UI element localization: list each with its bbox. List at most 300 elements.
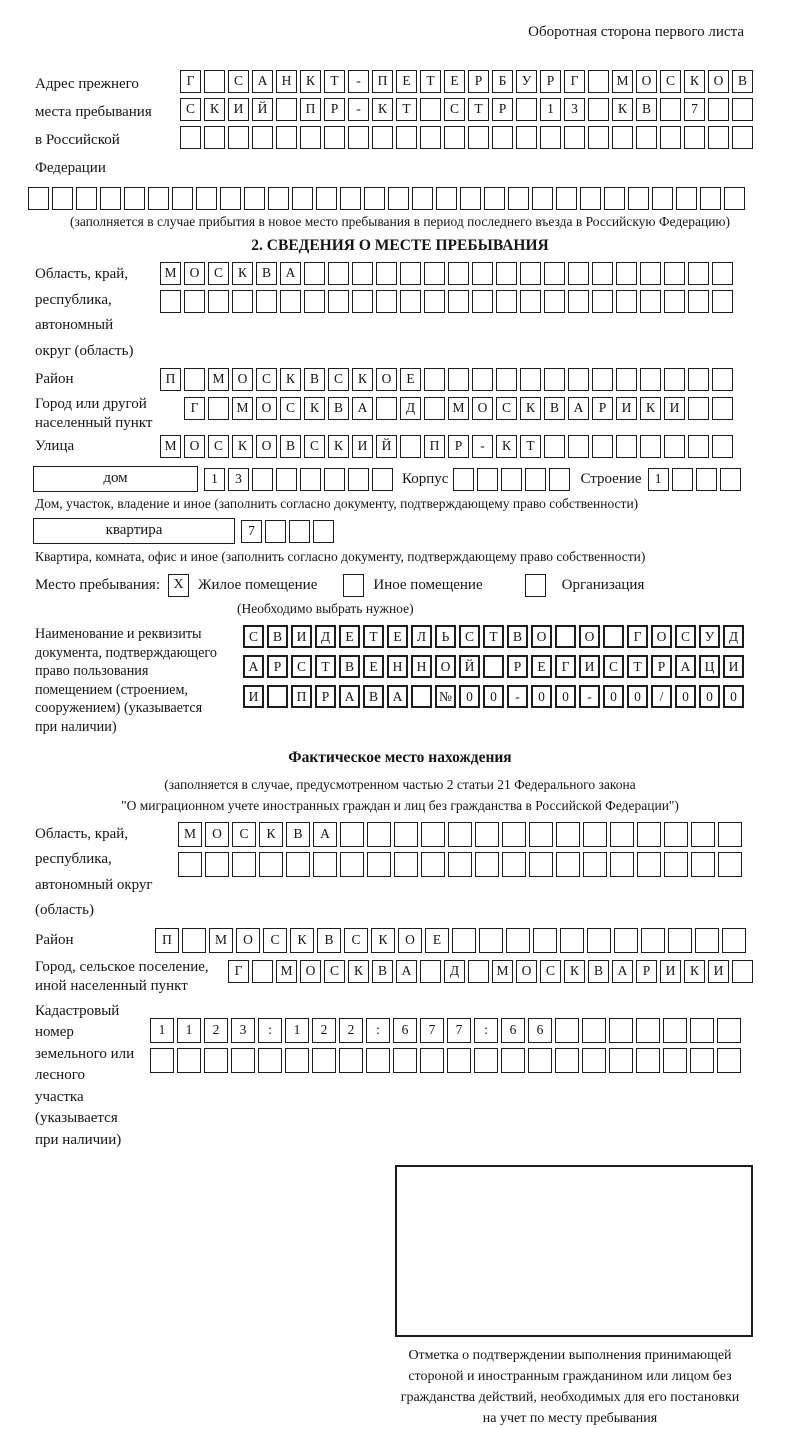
char-cell[interactable]: Т — [396, 98, 417, 121]
checkbox-inoe[interactable] — [343, 574, 364, 597]
char-cell[interactable]: С — [208, 262, 229, 285]
char-cell[interactable] — [640, 262, 661, 285]
char-cell[interactable]: А — [339, 685, 360, 708]
char-cell[interactable] — [492, 126, 513, 149]
char-cell[interactable]: И — [291, 625, 312, 648]
char-cell[interactable] — [640, 368, 661, 391]
char-cell[interactable] — [516, 126, 537, 149]
char-cell[interactable]: О — [636, 70, 657, 93]
char-cell[interactable] — [628, 187, 649, 210]
char-cell[interactable]: 0 — [555, 685, 576, 708]
char-cell[interactable]: В — [507, 625, 528, 648]
char-cell[interactable]: Г — [184, 397, 205, 420]
char-cell[interactable] — [732, 126, 753, 149]
char-cell[interactable] — [286, 852, 310, 877]
char-cell[interactable]: Т — [420, 70, 441, 93]
char-cell[interactable] — [520, 290, 541, 313]
char-cell[interactable] — [712, 262, 733, 285]
char-cell[interactable] — [664, 368, 685, 391]
char-cell[interactable] — [664, 852, 688, 877]
char-cell[interactable] — [180, 126, 201, 149]
char-cell[interactable] — [616, 435, 637, 458]
char-cell[interactable] — [352, 262, 373, 285]
char-cell[interactable] — [732, 960, 753, 983]
char-cell[interactable]: И — [243, 685, 264, 708]
char-cell[interactable]: : — [258, 1018, 282, 1043]
char-cell[interactable] — [100, 187, 121, 210]
char-cell[interactable]: С — [459, 625, 480, 648]
char-cell[interactable] — [640, 435, 661, 458]
char-cell[interactable] — [204, 70, 225, 93]
char-cell[interactable] — [208, 397, 229, 420]
char-cell[interactable] — [720, 468, 741, 491]
char-cell[interactable] — [690, 1018, 714, 1043]
char-cell[interactable]: К — [328, 435, 349, 458]
char-cell[interactable]: М — [208, 368, 229, 391]
char-cell[interactable]: 0 — [699, 685, 720, 708]
char-cell[interactable] — [328, 290, 349, 313]
char-cell[interactable]: О — [472, 397, 493, 420]
char-cell[interactable] — [717, 1018, 741, 1043]
char-cell[interactable]: Е — [400, 368, 421, 391]
char-cell[interactable]: О — [435, 655, 456, 678]
char-cell[interactable] — [468, 126, 489, 149]
char-cell[interactable]: В — [732, 70, 753, 93]
char-cell[interactable] — [421, 822, 445, 847]
char-cell[interactable]: Т — [627, 655, 648, 678]
char-cell[interactable] — [588, 70, 609, 93]
char-cell[interactable] — [182, 928, 206, 953]
char-cell[interactable] — [453, 468, 474, 491]
char-cell[interactable] — [256, 290, 277, 313]
char-cell[interactable] — [412, 187, 433, 210]
char-cell[interactable] — [688, 368, 709, 391]
char-cell[interactable] — [640, 290, 661, 313]
char-cell[interactable]: О — [300, 960, 321, 983]
char-cell[interactable] — [708, 98, 729, 121]
char-cell[interactable] — [609, 1018, 633, 1043]
char-cell[interactable]: С — [280, 397, 301, 420]
char-cell[interactable] — [276, 468, 297, 491]
char-cell[interactable] — [172, 187, 193, 210]
char-cell[interactable] — [641, 928, 665, 953]
char-cell[interactable]: О — [184, 262, 205, 285]
char-cell[interactable] — [690, 1048, 714, 1073]
char-cell[interactable] — [420, 960, 441, 983]
char-cell[interactable] — [549, 468, 570, 491]
char-cell[interactable] — [664, 435, 685, 458]
char-cell[interactable]: О — [516, 960, 537, 983]
char-cell[interactable]: Р — [636, 960, 657, 983]
char-cell[interactable]: И — [616, 397, 637, 420]
char-cell[interactable]: Й — [459, 655, 480, 678]
char-cell[interactable]: Е — [444, 70, 465, 93]
char-cell[interactable]: И — [579, 655, 600, 678]
char-cell[interactable] — [447, 1048, 471, 1073]
char-cell[interactable]: Е — [425, 928, 449, 953]
char-cell[interactable] — [313, 852, 337, 877]
char-cell[interactable]: К — [348, 960, 369, 983]
char-cell[interactable]: Е — [396, 70, 417, 93]
char-cell[interactable] — [724, 187, 745, 210]
char-cell[interactable]: 1 — [285, 1018, 309, 1043]
char-cell[interactable] — [252, 126, 273, 149]
char-cell[interactable] — [691, 852, 715, 877]
char-cell[interactable] — [652, 187, 673, 210]
char-cell[interactable]: П — [155, 928, 179, 953]
char-cell[interactable] — [258, 1048, 282, 1073]
char-cell[interactable] — [479, 928, 503, 953]
char-cell[interactable] — [424, 368, 445, 391]
char-cell[interactable] — [592, 368, 613, 391]
char-cell[interactable] — [184, 290, 205, 313]
kvartira-field-box[interactable]: квартира — [33, 518, 235, 544]
char-cell[interactable]: К — [352, 368, 373, 391]
char-cell[interactable] — [420, 1048, 444, 1073]
char-cell[interactable] — [516, 98, 537, 121]
char-cell[interactable] — [421, 852, 445, 877]
char-cell[interactable] — [228, 126, 249, 149]
char-cell[interactable] — [424, 262, 445, 285]
char-cell[interactable] — [304, 262, 325, 285]
char-cell[interactable]: К — [304, 397, 325, 420]
char-cell[interactable]: Р — [540, 70, 561, 93]
char-cell[interactable] — [691, 822, 715, 847]
char-cell[interactable] — [582, 1048, 606, 1073]
char-cell[interactable]: Г — [180, 70, 201, 93]
char-cell[interactable]: А — [280, 262, 301, 285]
char-cell[interactable]: Т — [315, 655, 336, 678]
char-cell[interactable] — [150, 1048, 174, 1073]
char-cell[interactable]: К — [564, 960, 585, 983]
char-cell[interactable] — [502, 822, 526, 847]
char-cell[interactable] — [372, 126, 393, 149]
char-cell[interactable] — [483, 655, 504, 678]
char-cell[interactable] — [340, 187, 361, 210]
char-cell[interactable] — [582, 1018, 606, 1043]
char-cell[interactable]: Р — [651, 655, 672, 678]
char-cell[interactable] — [612, 126, 633, 149]
char-cell[interactable]: П — [424, 435, 445, 458]
char-cell[interactable] — [502, 852, 526, 877]
char-cell[interactable]: У — [699, 625, 720, 648]
char-cell[interactable]: Р — [468, 70, 489, 93]
char-cell[interactable]: - — [507, 685, 528, 708]
char-cell[interactable] — [660, 126, 681, 149]
char-cell[interactable]: В — [304, 368, 325, 391]
char-cell[interactable] — [477, 468, 498, 491]
char-cell[interactable] — [468, 960, 489, 983]
char-cell[interactable]: Й — [252, 98, 273, 121]
char-cell[interactable] — [688, 262, 709, 285]
char-cell[interactable]: К — [232, 435, 253, 458]
char-cell[interactable] — [276, 98, 297, 121]
char-cell[interactable] — [712, 397, 733, 420]
char-cell[interactable] — [663, 1018, 687, 1043]
char-cell[interactable] — [328, 262, 349, 285]
char-cell[interactable] — [556, 852, 580, 877]
char-cell[interactable]: О — [205, 822, 229, 847]
char-cell[interactable]: В — [588, 960, 609, 983]
char-cell[interactable]: 0 — [675, 685, 696, 708]
char-cell[interactable]: О — [184, 435, 205, 458]
char-cell[interactable]: М — [160, 435, 181, 458]
char-cell[interactable]: К — [684, 960, 705, 983]
char-cell[interactable] — [568, 262, 589, 285]
char-cell[interactable]: С — [444, 98, 465, 121]
char-cell[interactable] — [313, 520, 334, 543]
char-cell[interactable] — [178, 852, 202, 877]
char-cell[interactable]: Р — [492, 98, 513, 121]
char-cell[interactable]: К — [232, 262, 253, 285]
char-cell[interactable] — [448, 368, 469, 391]
char-cell[interactable] — [529, 852, 553, 877]
char-cell[interactable] — [400, 435, 421, 458]
char-cell[interactable]: А — [352, 397, 373, 420]
char-cell[interactable]: П — [300, 98, 321, 121]
char-cell[interactable]: К — [280, 368, 301, 391]
char-cell[interactable]: 1 — [150, 1018, 174, 1043]
char-cell[interactable]: 0 — [627, 685, 648, 708]
char-cell[interactable]: 2 — [312, 1018, 336, 1043]
char-cell[interactable]: В — [317, 928, 341, 953]
char-cell[interactable] — [684, 126, 705, 149]
char-cell[interactable]: А — [387, 685, 408, 708]
char-cell[interactable] — [448, 262, 469, 285]
char-cell[interactable] — [475, 852, 499, 877]
char-cell[interactable] — [52, 187, 73, 210]
char-cell[interactable] — [280, 290, 301, 313]
char-cell[interactable] — [555, 1048, 579, 1073]
char-cell[interactable]: Е — [387, 625, 408, 648]
char-cell[interactable] — [556, 187, 577, 210]
char-cell[interactable]: 2 — [339, 1018, 363, 1043]
char-cell[interactable]: О — [398, 928, 422, 953]
char-cell[interactable]: С — [208, 435, 229, 458]
char-cell[interactable]: 6 — [528, 1018, 552, 1043]
char-cell[interactable]: Е — [363, 655, 384, 678]
char-cell[interactable] — [452, 928, 476, 953]
char-cell[interactable]: Р — [324, 98, 345, 121]
char-cell[interactable]: 7 — [241, 520, 262, 543]
char-cell[interactable]: У — [516, 70, 537, 93]
char-cell[interactable] — [580, 187, 601, 210]
char-cell[interactable] — [496, 262, 517, 285]
char-cell[interactable]: С — [344, 928, 368, 953]
char-cell[interactable]: 0 — [483, 685, 504, 708]
char-cell[interactable] — [718, 822, 742, 847]
char-cell[interactable] — [292, 187, 313, 210]
dom-field-box[interactable]: дом — [33, 466, 198, 492]
char-cell[interactable] — [529, 822, 553, 847]
char-cell[interactable] — [348, 468, 369, 491]
char-cell[interactable] — [712, 368, 733, 391]
char-cell[interactable]: К — [612, 98, 633, 121]
char-cell[interactable]: И — [708, 960, 729, 983]
char-cell[interactable] — [610, 822, 634, 847]
char-cell[interactable] — [610, 852, 634, 877]
char-cell[interactable] — [708, 126, 729, 149]
char-cell[interactable] — [367, 822, 391, 847]
char-cell[interactable]: Н — [276, 70, 297, 93]
char-cell[interactable]: - — [348, 98, 369, 121]
char-cell[interactable]: Р — [507, 655, 528, 678]
char-cell[interactable] — [696, 468, 717, 491]
char-cell[interactable]: С — [256, 368, 277, 391]
char-cell[interactable] — [568, 368, 589, 391]
char-cell[interactable]: С — [228, 70, 249, 93]
char-cell[interactable] — [544, 435, 565, 458]
char-cell[interactable]: М — [160, 262, 181, 285]
char-cell[interactable]: С — [603, 655, 624, 678]
char-cell[interactable]: С — [660, 70, 681, 93]
char-cell[interactable] — [592, 435, 613, 458]
char-cell[interactable]: 7 — [420, 1018, 444, 1043]
char-cell[interactable] — [267, 685, 288, 708]
char-cell[interactable]: Т — [324, 70, 345, 93]
char-cell[interactable]: А — [252, 70, 273, 93]
char-cell[interactable]: К — [259, 822, 283, 847]
char-cell[interactable] — [528, 1048, 552, 1073]
char-cell[interactable] — [388, 187, 409, 210]
char-cell[interactable] — [420, 98, 441, 121]
char-cell[interactable]: 3 — [564, 98, 585, 121]
char-cell[interactable]: 0 — [723, 685, 744, 708]
char-cell[interactable] — [506, 928, 530, 953]
char-cell[interactable] — [484, 187, 505, 210]
char-cell[interactable]: И — [352, 435, 373, 458]
char-cell[interactable] — [556, 822, 580, 847]
char-cell[interactable] — [376, 397, 397, 420]
char-cell[interactable] — [76, 187, 97, 210]
char-cell[interactable]: С — [328, 368, 349, 391]
char-cell[interactable]: В — [372, 960, 393, 983]
char-cell[interactable] — [124, 187, 145, 210]
char-cell[interactable] — [376, 262, 397, 285]
char-cell[interactable]: 0 — [531, 685, 552, 708]
char-cell[interactable]: Й — [376, 435, 397, 458]
char-cell[interactable] — [616, 290, 637, 313]
char-cell[interactable]: 3 — [228, 468, 249, 491]
char-cell[interactable]: Д — [444, 960, 465, 983]
char-cell[interactable]: 7 — [447, 1018, 471, 1043]
char-cell[interactable]: В — [636, 98, 657, 121]
char-cell[interactable]: М — [178, 822, 202, 847]
char-cell[interactable]: 1 — [204, 468, 225, 491]
char-cell[interactable] — [276, 126, 297, 149]
char-cell[interactable] — [501, 1048, 525, 1073]
char-cell[interactable] — [664, 262, 685, 285]
char-cell[interactable] — [637, 822, 661, 847]
char-cell[interactable]: С — [324, 960, 345, 983]
char-cell[interactable] — [474, 1048, 498, 1073]
char-cell[interactable] — [411, 685, 432, 708]
char-cell[interactable]: 3 — [231, 1018, 255, 1043]
char-cell[interactable] — [444, 126, 465, 149]
char-cell[interactable]: М — [232, 397, 253, 420]
char-cell[interactable] — [616, 368, 637, 391]
char-cell[interactable]: К — [371, 928, 395, 953]
char-cell[interactable]: С — [304, 435, 325, 458]
char-cell[interactable]: Н — [411, 655, 432, 678]
char-cell[interactable] — [300, 126, 321, 149]
char-cell[interactable] — [372, 468, 393, 491]
char-cell[interactable] — [366, 1048, 390, 1073]
char-cell[interactable]: Т — [520, 435, 541, 458]
char-cell[interactable] — [532, 187, 553, 210]
char-cell[interactable] — [324, 126, 345, 149]
char-cell[interactable]: С — [263, 928, 287, 953]
char-cell[interactable]: - — [579, 685, 600, 708]
char-cell[interactable]: Р — [448, 435, 469, 458]
char-cell[interactable] — [289, 520, 310, 543]
char-cell[interactable] — [204, 1048, 228, 1073]
char-cell[interactable] — [588, 126, 609, 149]
char-cell[interactable] — [637, 852, 661, 877]
char-cell[interactable] — [265, 520, 286, 543]
char-cell[interactable] — [496, 368, 517, 391]
char-cell[interactable] — [568, 435, 589, 458]
char-cell[interactable]: А — [313, 822, 337, 847]
char-cell[interactable]: С — [232, 822, 256, 847]
char-cell[interactable] — [196, 187, 217, 210]
char-cell[interactable] — [28, 187, 49, 210]
char-cell[interactable] — [583, 822, 607, 847]
char-cell[interactable] — [393, 1048, 417, 1073]
char-cell[interactable] — [364, 187, 385, 210]
checkbox-organizatsiya[interactable] — [525, 574, 546, 597]
char-cell[interactable]: П — [291, 685, 312, 708]
char-cell[interactable]: 1 — [648, 468, 669, 491]
char-cell[interactable]: 0 — [603, 685, 624, 708]
char-cell[interactable] — [544, 262, 565, 285]
char-cell[interactable]: К — [300, 70, 321, 93]
char-cell[interactable]: Н — [387, 655, 408, 678]
char-cell[interactable] — [695, 928, 719, 953]
char-cell[interactable]: О — [256, 435, 277, 458]
char-cell[interactable]: К — [684, 70, 705, 93]
char-cell[interactable]: / — [651, 685, 672, 708]
char-cell[interactable] — [501, 468, 522, 491]
char-cell[interactable] — [700, 187, 721, 210]
char-cell[interactable]: О — [651, 625, 672, 648]
char-cell[interactable]: К — [290, 928, 314, 953]
char-cell[interactable]: Е — [531, 655, 552, 678]
char-cell[interactable]: М — [209, 928, 233, 953]
char-cell[interactable] — [340, 852, 364, 877]
char-cell[interactable] — [208, 290, 229, 313]
char-cell[interactable]: С — [675, 625, 696, 648]
char-cell[interactable] — [568, 290, 589, 313]
char-cell[interactable]: Р — [267, 655, 288, 678]
char-cell[interactable]: О — [236, 928, 260, 953]
char-cell[interactable] — [688, 397, 709, 420]
char-cell[interactable] — [663, 1048, 687, 1073]
char-cell[interactable] — [339, 1048, 363, 1073]
char-cell[interactable] — [177, 1048, 201, 1073]
char-cell[interactable]: О — [531, 625, 552, 648]
char-cell[interactable]: С — [291, 655, 312, 678]
char-cell[interactable] — [252, 960, 273, 983]
char-cell[interactable]: 2 — [204, 1018, 228, 1043]
char-cell[interactable]: : — [474, 1018, 498, 1043]
char-cell[interactable] — [394, 852, 418, 877]
char-cell[interactable]: К — [204, 98, 225, 121]
char-cell[interactable] — [340, 822, 364, 847]
char-cell[interactable]: А — [243, 655, 264, 678]
char-cell[interactable] — [367, 852, 391, 877]
char-cell[interactable]: В — [286, 822, 310, 847]
